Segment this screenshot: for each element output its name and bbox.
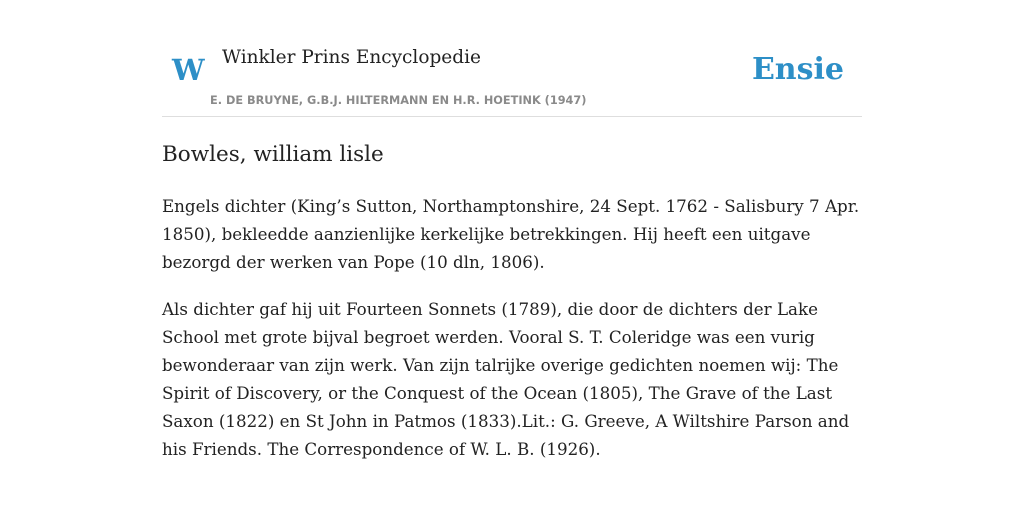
encyclopedia-header	[162, 36, 862, 117]
encyclopedia-authors: E. DE BRUYNE, G.B.J. HILTERMANN EN H.R. HOETINK (1947)	[210, 94, 587, 107]
ensie-logo-link[interactable]: Ensie	[751, 52, 844, 87]
entry-title: Bowles, william lisle	[162, 142, 384, 167]
encyclopedia-title[interactable]: Winkler Prins Encyclopedie	[222, 47, 481, 68]
entry-body	[162, 192, 862, 482]
entry-paragraph: Als dichter gaf hij uit Fourteen Sonnets (1789), die door de dichters der Lake School met grote bijval begroet werden. Vooral S. T. Coleridge was een vurig bewonderaar van zijn werk. Van zijn talrijke overige gedichten noemen wij: The Spirit of Discovery, or the Conquest of the Ocean (1805), The Grave of the Last Saxon (1822) en St John in Patmos (1833).Lit.: G. Greeve, A Wiltshire Parson and his Friends. The Correspondence of W. L. B. (1926).	[162, 299, 850, 459]
encyclopedia-logo[interactable]: W	[172, 53, 205, 87]
entry-paragraph: Engels dichter (King’s Sutton, Northamptonshire, 24 Sept. 1762 - Salisbury 7 Apr. 1850), bekleedde aanzienlijke kerkelijke betrekkingen. Hij heeft een uitgave bezorgd der werken van Pope (10 dln, 1806).	[162, 196, 860, 272]
